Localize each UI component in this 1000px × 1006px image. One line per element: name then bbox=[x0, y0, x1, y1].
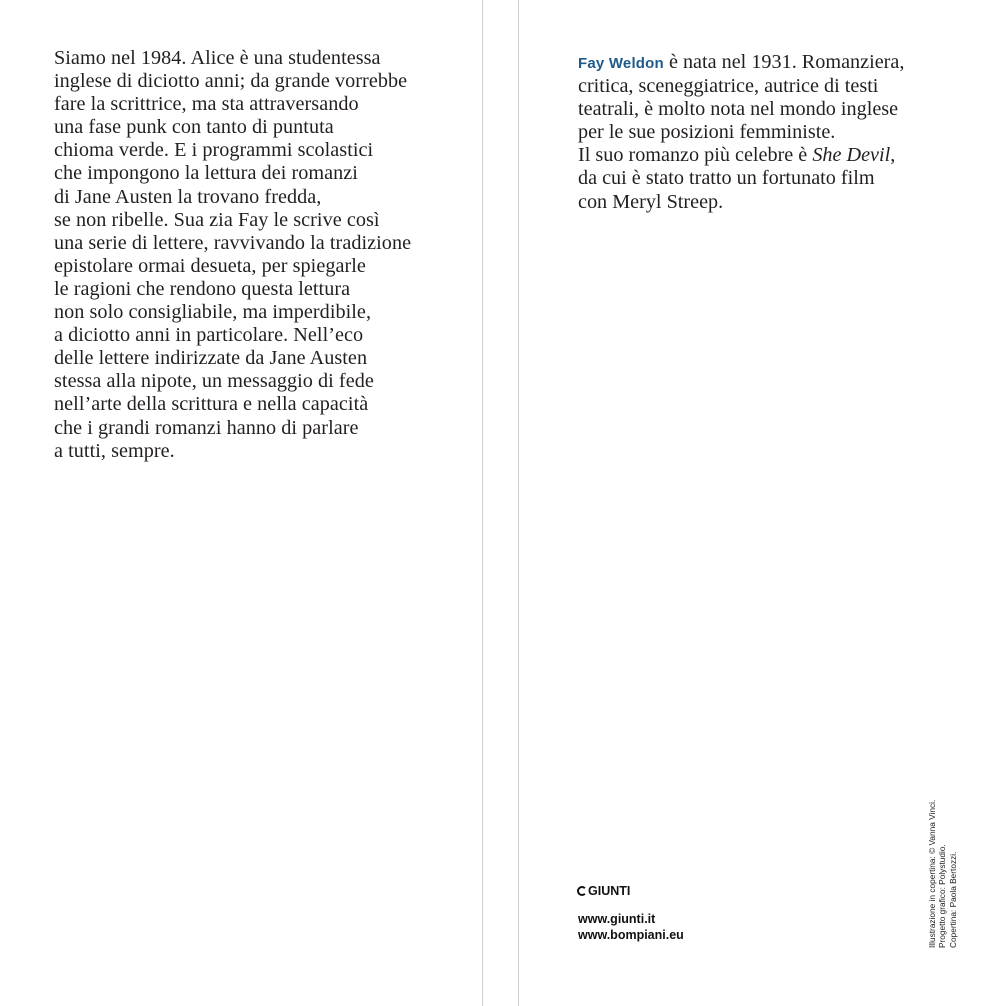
book-spine-fold bbox=[482, 0, 519, 1006]
bio-line: con Meryl Streep. bbox=[578, 190, 724, 213]
url-link[interactable]: www.bompiani.eu bbox=[578, 928, 684, 942]
giunti-logo-icon bbox=[577, 886, 587, 896]
right-flap bbox=[519, 0, 1000, 1006]
blurb-line: che impongono la lettura dei romanzi bbox=[54, 162, 358, 185]
blurb-line: fare la scrittrice, ma sta attraversando bbox=[54, 93, 359, 116]
blurb-line: non solo consigliabile, ma imperdibile, bbox=[54, 301, 372, 324]
blurb-line: inglese di diciotto anni; da grande vorrebbe bbox=[54, 70, 408, 93]
blurb-line: che i grandi romanzi hanno di parlare bbox=[54, 416, 359, 439]
author-name: Fay Weldon bbox=[578, 55, 664, 72]
blurb-line: a tutti, sempre. bbox=[54, 439, 175, 462]
bio-line: teatrali, è molto nota nel mondo inglese bbox=[578, 98, 899, 121]
credit-line: Illustrazione in copertina: © Vanna Vinci. bbox=[927, 799, 937, 948]
url-link[interactable]: www.giunti.it bbox=[578, 912, 656, 926]
bio-line bbox=[578, 144, 958, 167]
bio-line: critica, sceneggiatrice, autrice di testi bbox=[578, 75, 879, 98]
credit-line: Progetto grafico: Polystudio. bbox=[937, 844, 948, 948]
bio-line: per le sue posizioni femministe. bbox=[578, 121, 836, 144]
blurb-line: epistolare ormai desueta, per spiegarle bbox=[54, 254, 366, 277]
blurb-line: nell’arte della scrittura e nella capacità bbox=[54, 393, 369, 416]
novel-title: She Devil bbox=[812, 144, 891, 167]
publisher-logo bbox=[577, 884, 630, 898]
credit-line: Copertina: Paola Bertozzi. bbox=[947, 851, 958, 948]
bio-line: da cui è stato tratto un fortunato film bbox=[578, 167, 875, 190]
blurb-line: delle lettere indirizzate da Jane Austen bbox=[54, 347, 368, 370]
blurb-line: stessa alla nipote, un messaggio di fede bbox=[54, 370, 374, 393]
publisher-logo-text: GIUNTI bbox=[588, 884, 631, 898]
publisher-urls bbox=[578, 911, 684, 943]
blurb-line: Siamo nel 1984. Alice è una studentessa bbox=[54, 47, 381, 69]
blurb-line: una serie di lettere, ravvivando la tradizione bbox=[54, 231, 412, 254]
blurb-line: a diciotto anni in particolare. Nell’eco bbox=[54, 324, 364, 347]
left-flap bbox=[0, 0, 482, 1006]
bio-line bbox=[578, 51, 958, 75]
blurb-line: le ragioni che rendono questa lettura bbox=[54, 277, 351, 300]
blurb-line: di Jane Austen la trovano fredda, bbox=[54, 185, 322, 208]
author-bio bbox=[578, 51, 958, 214]
blurb-line: chioma verde. E i programmi scolastici bbox=[54, 139, 374, 162]
blurb-line: se non ribelle. Sua zia Fay le scrive così bbox=[54, 208, 380, 231]
book-blurb bbox=[54, 47, 434, 463]
bio-novel-suffix: , bbox=[890, 144, 896, 167]
bio-novel-prefix: Il suo romanzo più celebre è bbox=[578, 144, 813, 167]
cover-credits bbox=[927, 783, 958, 948]
blurb-line: una fase punk con tanto di puntuta bbox=[54, 116, 334, 139]
bio-line-text: è nata nel 1931. Romanziera, bbox=[663, 51, 905, 73]
